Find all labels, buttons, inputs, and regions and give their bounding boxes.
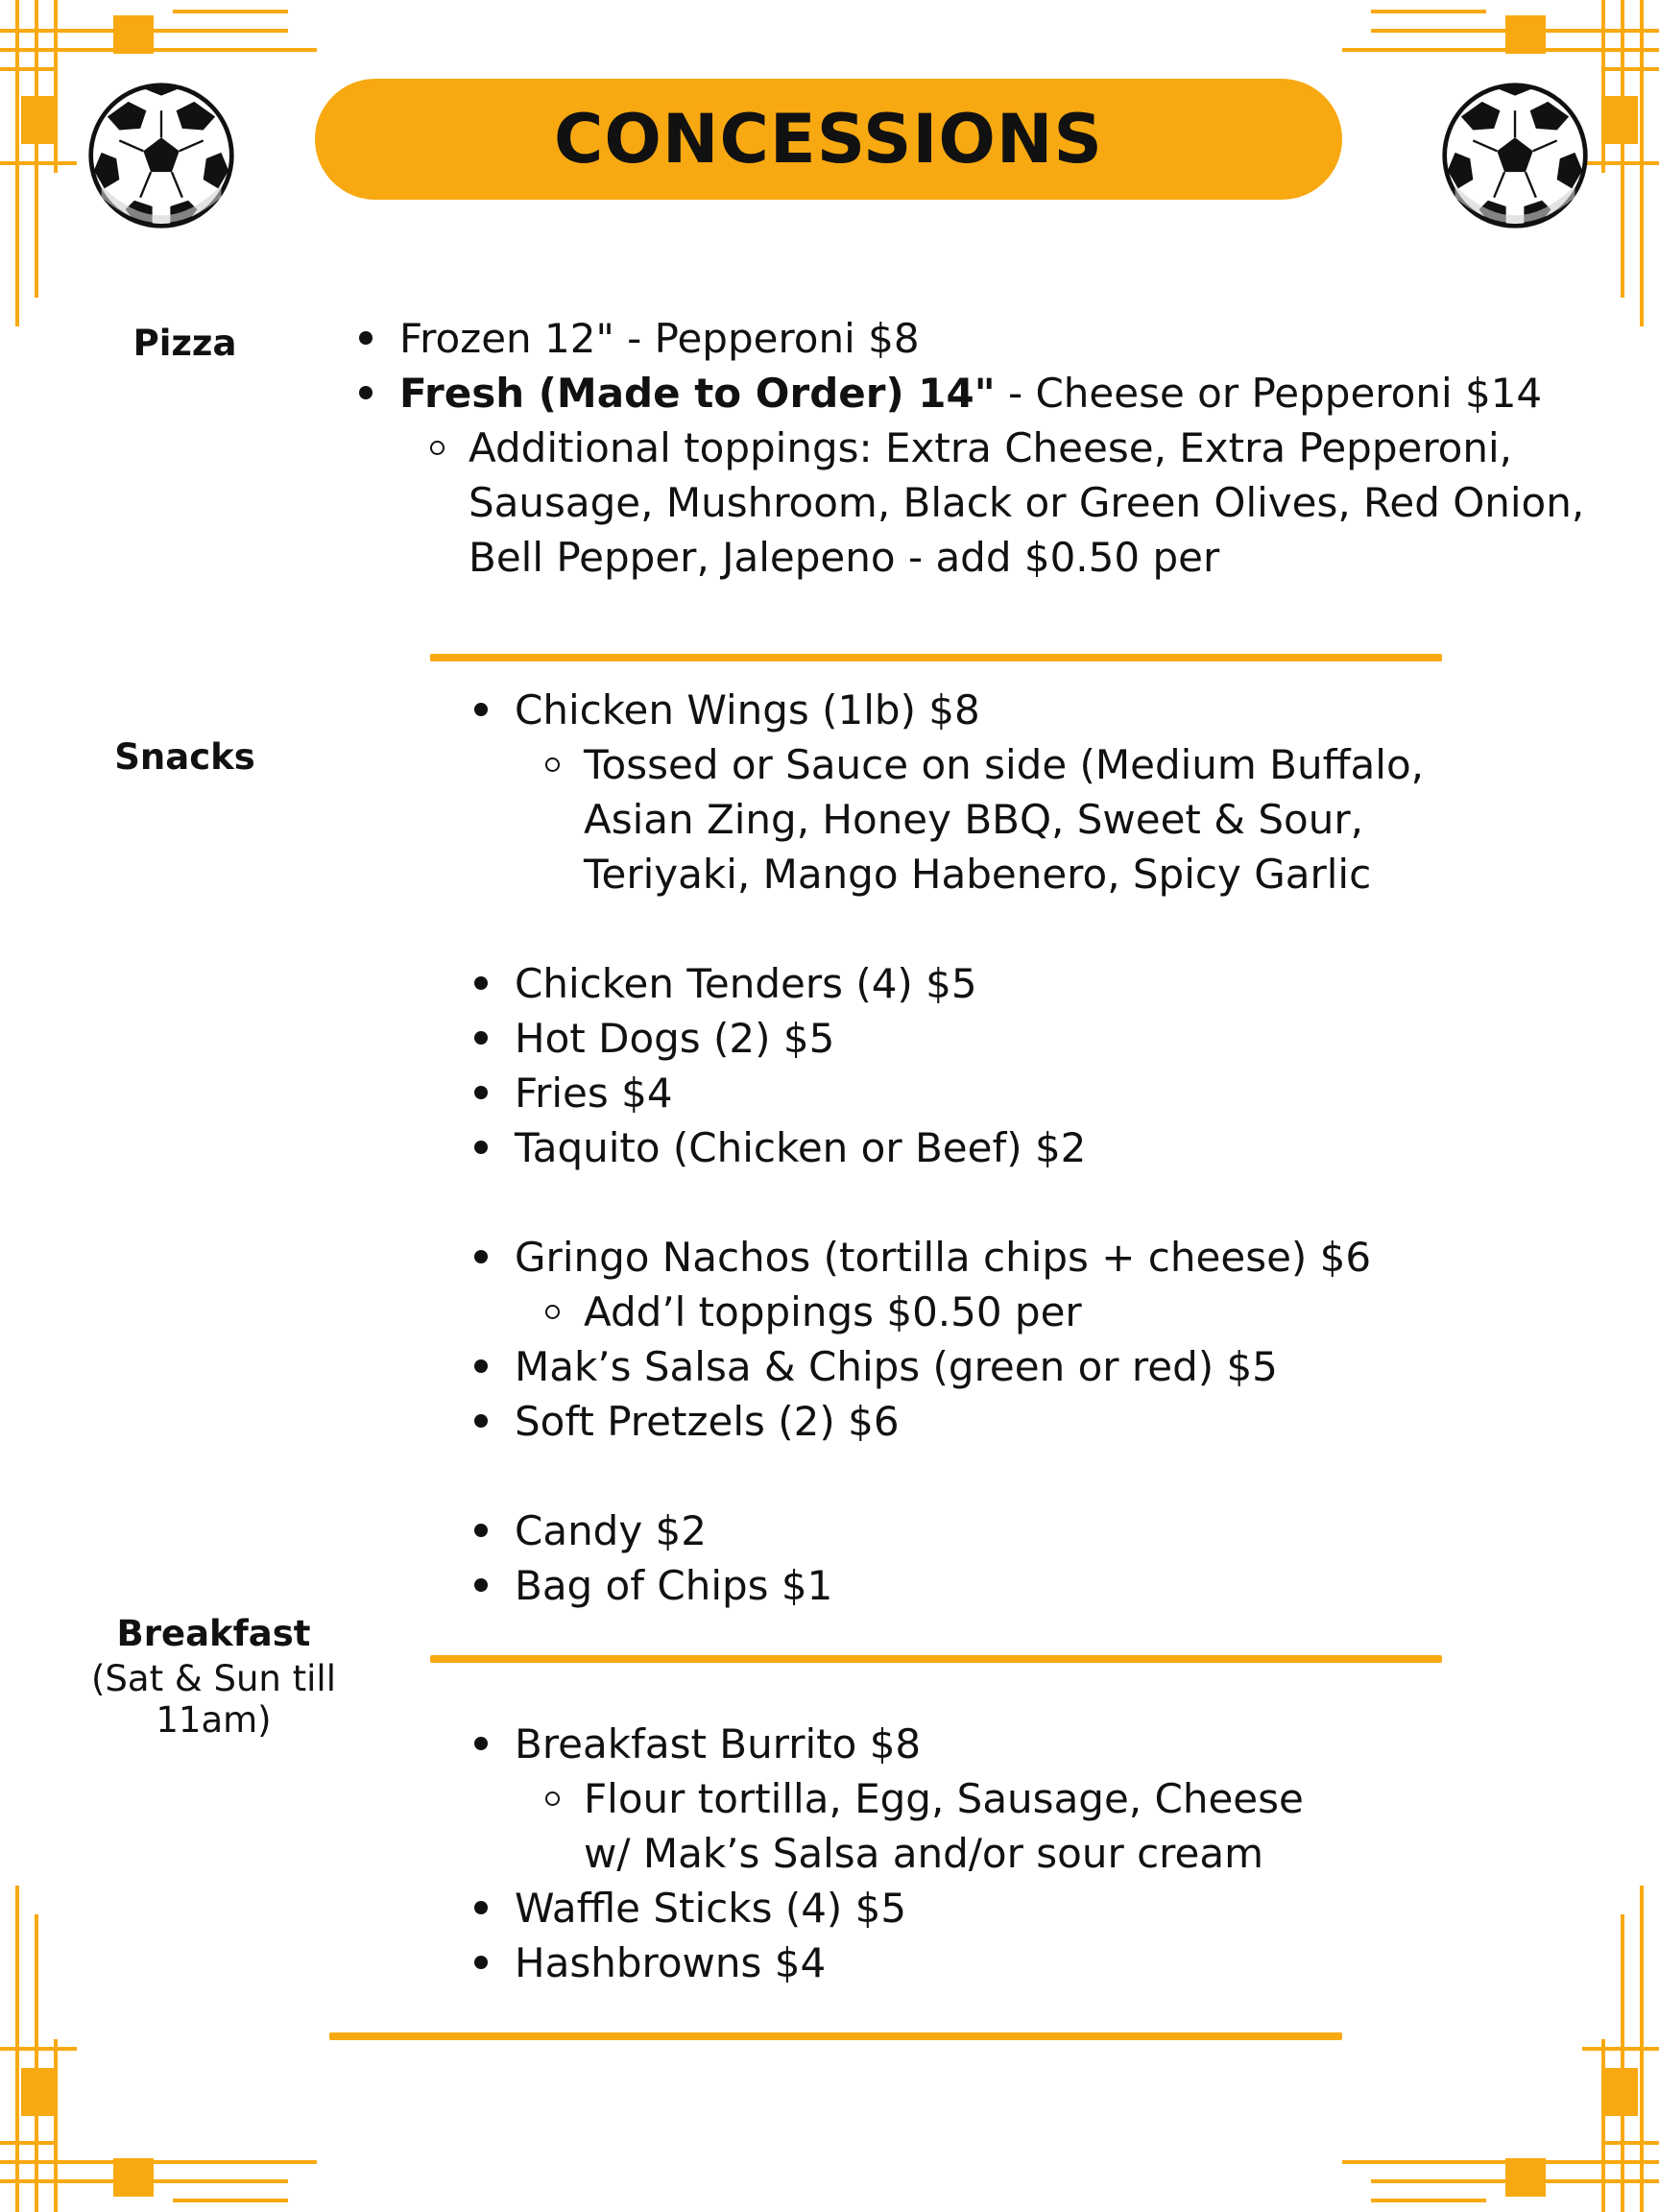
list-item (515, 683, 1424, 737)
item-text: Candy $2 (515, 1507, 707, 1554)
corner-ornament (0, 1847, 384, 2212)
item-text: Breakfast Burrito $8 (515, 1720, 922, 1767)
sub-bullet-icon (545, 1791, 560, 1806)
bottom-divider (329, 2032, 1342, 2040)
spacer (515, 1449, 1424, 1503)
item-text: Chicken Tenders (4) $5 (515, 960, 977, 1007)
list-item (515, 1881, 1304, 1936)
bullet-icon (359, 386, 373, 399)
bullet-icon (474, 1359, 488, 1373)
list-item (515, 1230, 1424, 1285)
item-text: Frozen 12" - Pepperoni $8 (399, 315, 920, 362)
item-text: Mak’s Salsa & Chips (green or red) $5 (515, 1343, 1278, 1390)
list-item (515, 1717, 1304, 1771)
sub-item (584, 737, 1424, 902)
sub-item (469, 421, 1584, 585)
sub-item (584, 1285, 1424, 1339)
pizza-list (399, 311, 1584, 585)
bullet-icon (474, 1956, 488, 1969)
sub-bullet-icon (545, 757, 560, 772)
bullet-icon (474, 1086, 488, 1099)
sub-item (584, 1771, 1304, 1881)
item-text: - Cheese or Pepperoni $14 (995, 370, 1543, 417)
list-item (515, 1120, 1424, 1175)
sub-item-line: Flour tortilla, Egg, Sausage, Cheese (584, 1775, 1304, 1822)
sub-item-line: Add’l toppings $0.50 per (584, 1288, 1082, 1335)
corner-ornament (1275, 1847, 1659, 2212)
item-text-bold: Fresh (Made to Order) 14" (399, 370, 996, 417)
spacer (515, 902, 1424, 956)
sub-item-line: Bell Pepper, Jalepeno - add $0.50 per (469, 534, 1220, 581)
category-note: (Sat & Sun till 11am) (91, 1658, 336, 1741)
snacks-list (515, 683, 1424, 1613)
bullet-icon (474, 1901, 488, 1914)
bullet-icon (474, 703, 488, 716)
sub-item-line: Additional toppings: Extra Cheese, Extra Pepperoni, (469, 424, 1512, 471)
bullet-icon (474, 1578, 488, 1592)
item-text: Waffle Sticks (4) $5 (515, 1885, 907, 1932)
item-text: Gringo Nachos (tortilla chips + cheese) $6 (515, 1234, 1372, 1281)
bullet-icon (474, 1250, 488, 1263)
bullet-icon (359, 331, 373, 345)
section-divider (430, 1655, 1442, 1663)
list-item (399, 311, 1584, 366)
page-title: CONCESSIONS (554, 100, 1103, 179)
bullet-icon (474, 1414, 488, 1428)
bullet-icon (474, 1524, 488, 1537)
item-text: Soft Pretzels (2) $6 (515, 1398, 900, 1445)
soccer-ball-icon (86, 81, 236, 230)
list-item (399, 366, 1584, 421)
list-item (515, 1394, 1424, 1449)
bullet-icon (474, 976, 488, 990)
title-banner (315, 79, 1342, 200)
section-divider (430, 654, 1442, 661)
category-label-pizza: Pizza (132, 323, 237, 364)
spacer (515, 1175, 1424, 1230)
bullet-icon (474, 1031, 488, 1045)
list-item (515, 1936, 1304, 1990)
item-text: Hashbrowns $4 (515, 1939, 827, 1986)
sub-bullet-icon (430, 441, 445, 455)
category-label-breakfast (29, 1613, 398, 1741)
list-item (515, 1011, 1424, 1066)
item-text: Bag of Chips $1 (515, 1562, 833, 1609)
bullet-icon (474, 1737, 488, 1750)
bullet-icon (474, 1141, 488, 1154)
sub-bullet-icon (545, 1305, 560, 1319)
item-text: Taquito (Chicken or Beef) $2 (515, 1124, 1087, 1171)
list-item (515, 1503, 1424, 1558)
sub-item-line: Teriyaki, Mango Habenero, Spicy Garlic (584, 851, 1372, 898)
category-title: Breakfast (116, 1613, 311, 1654)
item-text: Chicken Wings (1lb) $8 (515, 686, 980, 733)
list-item (515, 1558, 1424, 1613)
sub-item-line: w/ Mak’s Salsa and/or sour cream (584, 1830, 1263, 1877)
item-text: Fries $4 (515, 1070, 673, 1117)
list-item (515, 1066, 1424, 1120)
item-text: Hot Dogs (2) $5 (515, 1015, 835, 1062)
list-item (515, 956, 1424, 1011)
sub-item-line: Tossed or Sauce on side (Medium Buffalo, (584, 741, 1425, 788)
list-item (515, 1339, 1424, 1394)
soccer-ball-icon (1440, 81, 1590, 230)
sub-item-line: Asian Zing, Honey BBQ, Sweet & Sour, (584, 796, 1363, 843)
sub-item-line: Sausage, Mushroom, Black or Green Olives, Red Onion, (469, 479, 1585, 526)
breakfast-list (515, 1717, 1304, 1990)
category-label-snacks: Snacks (114, 736, 255, 778)
